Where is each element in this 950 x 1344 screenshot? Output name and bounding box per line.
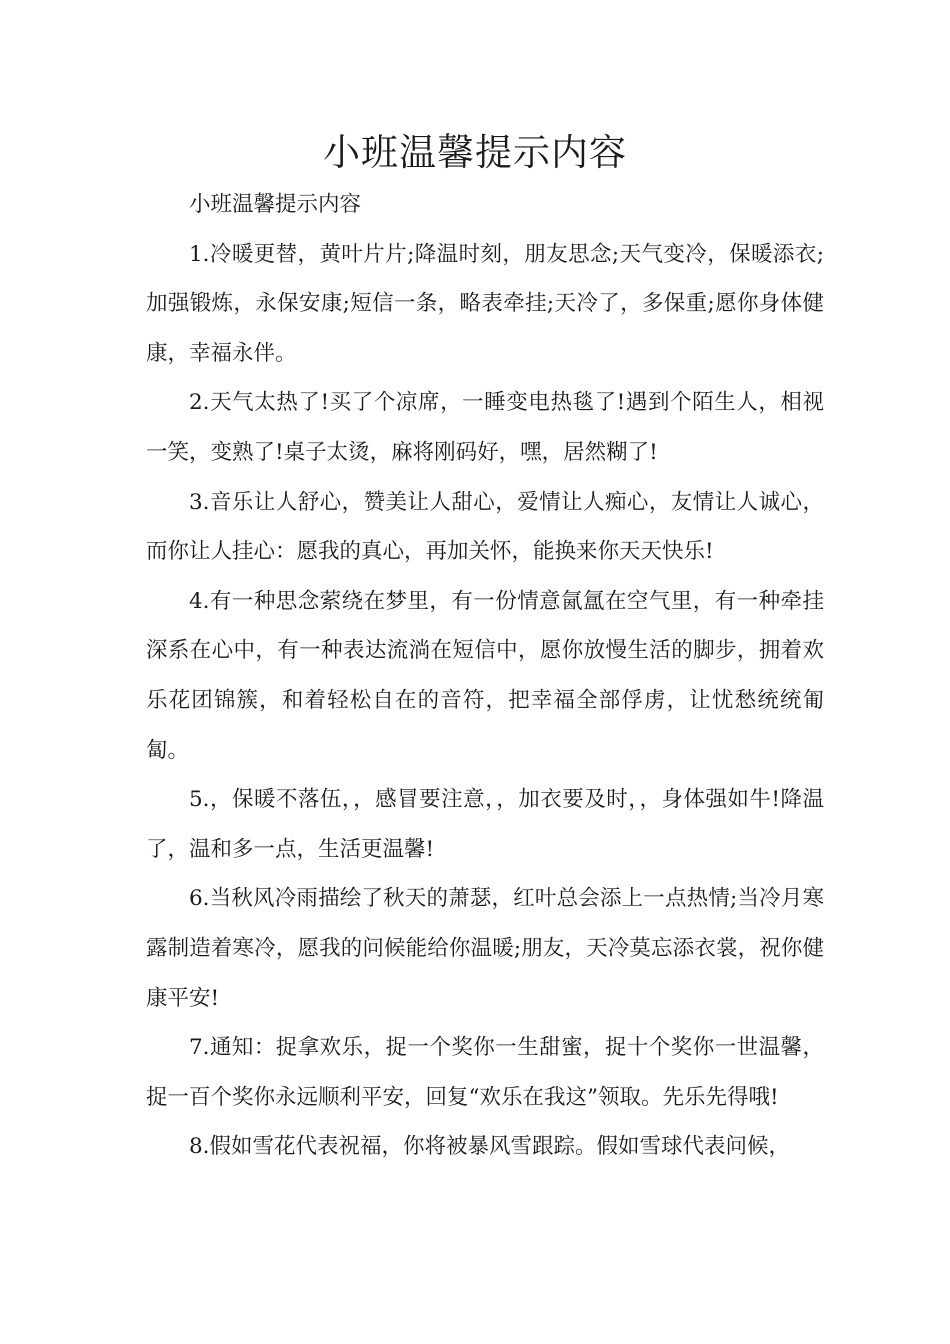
paragraph-3: 3.音乐让人舒心，赞美让人甜心，爱情让人痴心，友情让人诚心，而你让人挂心：愿我的真心，再加关怀，能换来你天天快乐! [146,489,824,565]
paragraph-2: 2.天气太热了!买了个凉席，一睡变电热毯了!遇到个陌生人，相视一笑，变熟了!桌子太烫，麻将刚码好，嘿，居然糊了! [146,390,824,465]
paragraph-8: 8.假如雪花代表祝福，你将被暴风雪跟踪。假如雪球代表问候， [189,1134,791,1160]
paragraph-1: 1.冷暖更替，黄叶片片;降温时刻，朋友思念;天气变冷，保暖添衣;加强锻炼，永保安康;短信一条，略表牵挂;天冷了，多保重;愿你身体健康，幸福永伴。 [146,241,824,366]
paragraph-5: 5.，保暖不落伍，，感冒要注意，，加衣要及时，，身体强如牛!降温了，温和多一点，生活更温馨! [146,787,824,862]
paragraph-6: 6.当秋风冷雨描绘了秋天的萧瑟，红叶总会添上一点热情;当冷月寒露制造着寒冷，愿我的问候能给你温暖;朋友，天冷莫忘添衣裳，祝你健康平安! [146,886,824,1011]
document-title: 小班温馨提示内容 [323,131,627,174]
document-body [146,180,824,1172]
paragraph-7: 7.通知：捉拿欢乐，捉一个奖你一生甜蜜，捉十个奖你一世温馨，捉一百个奖你永远顺利平安，回复“欢乐在我这”领取。先乐先得哦! [146,1035,824,1110]
document-subtitle: 小班温馨提示内容 [189,192,362,217]
paragraph-4: 4.有一种思念萦绕在梦里，有一份情意氤氲在空气里，有一种牵挂深系在心中，有一种表达流淌在短信中，愿你放慢生活的脚步，拥着欢乐花团锦簇，和着轻松自在的音符，把幸福全部俘虏，让忧愁统统匍匐。 [146,588,824,763]
